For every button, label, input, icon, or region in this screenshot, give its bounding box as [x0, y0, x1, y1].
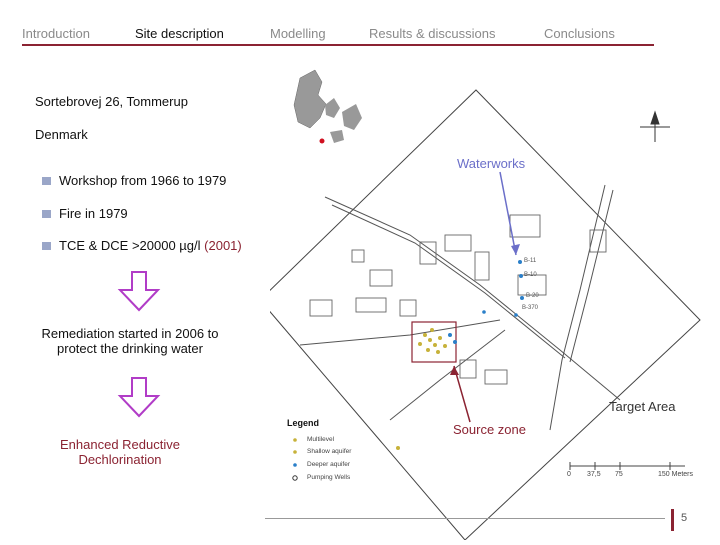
page-number: 5 [681, 512, 688, 524]
bullet-tce-dce-text: TCE & DCE >20000 µg/l [59, 238, 201, 253]
legend-markers [293, 438, 297, 480]
legend-item-shallow: Shallow aquifer [307, 448, 352, 455]
denmark-inset-map [294, 70, 362, 144]
scale-label: 75 [615, 471, 623, 478]
legend-item-multilevel: Multilevel [307, 436, 335, 443]
nav-conclusions[interactable]: Conclusions [544, 26, 615, 41]
well-label: B-11 [524, 258, 537, 264]
down-arrow-icon [115, 376, 165, 418]
remediation-text [30, 326, 230, 356]
well-label: B-370 [522, 305, 539, 311]
site-country: Denmark [35, 127, 88, 142]
waterworks-label: Waterworks [457, 156, 526, 171]
nav-site-description[interactable]: Site description [135, 26, 224, 41]
scale-bar [570, 462, 685, 470]
page-marker [671, 509, 674, 531]
well-label: B-20 [526, 293, 539, 299]
bullet-marker [42, 210, 51, 218]
legend-item-deeper: Deeper aquifer [307, 461, 350, 468]
location-marker-icon [320, 139, 325, 144]
site-map [270, 0, 720, 540]
north-arrow-icon [640, 112, 670, 142]
scale-label: 150 Meters [658, 471, 694, 478]
target-area-label: Target Area [609, 399, 676, 414]
nav-modelling[interactable]: Modelling [270, 26, 326, 41]
source-zone-label: Source zone [453, 422, 526, 437]
bullet-workshop: Workshop from 1966 to 1979 [59, 173, 227, 188]
erd-line-1: Enhanced Reductive [60, 437, 180, 452]
legend-title: Legend [287, 418, 320, 428]
bullet-tce-dce-year: (2001) [204, 238, 242, 253]
scale-label: 37,5 [587, 471, 601, 478]
footer-rule [265, 518, 665, 519]
legend-item-pumping: Pumping Wells [307, 474, 351, 481]
remediation-line-1: Remediation started in 2006 to [41, 326, 219, 341]
bullet-tce-dce [59, 238, 242, 253]
erd-text [35, 437, 205, 467]
nav-introduction[interactable]: Introduction [22, 26, 90, 41]
site-address: Sortebrovej 26, Tommerup [35, 94, 188, 109]
scale-label: 0 [567, 471, 571, 478]
down-arrow-icon [115, 270, 165, 312]
well-label: B-10 [524, 272, 537, 278]
erd-line-2: Dechlorination [78, 452, 162, 467]
remediation-line-2: protect the drinking water [57, 341, 203, 356]
bullet-fire: Fire in 1979 [59, 206, 128, 221]
map-drawing [270, 0, 720, 540]
nav-results-discussions[interactable]: Results & discussions [369, 26, 496, 41]
bullet-marker [42, 177, 51, 185]
bullet-marker [42, 242, 51, 250]
